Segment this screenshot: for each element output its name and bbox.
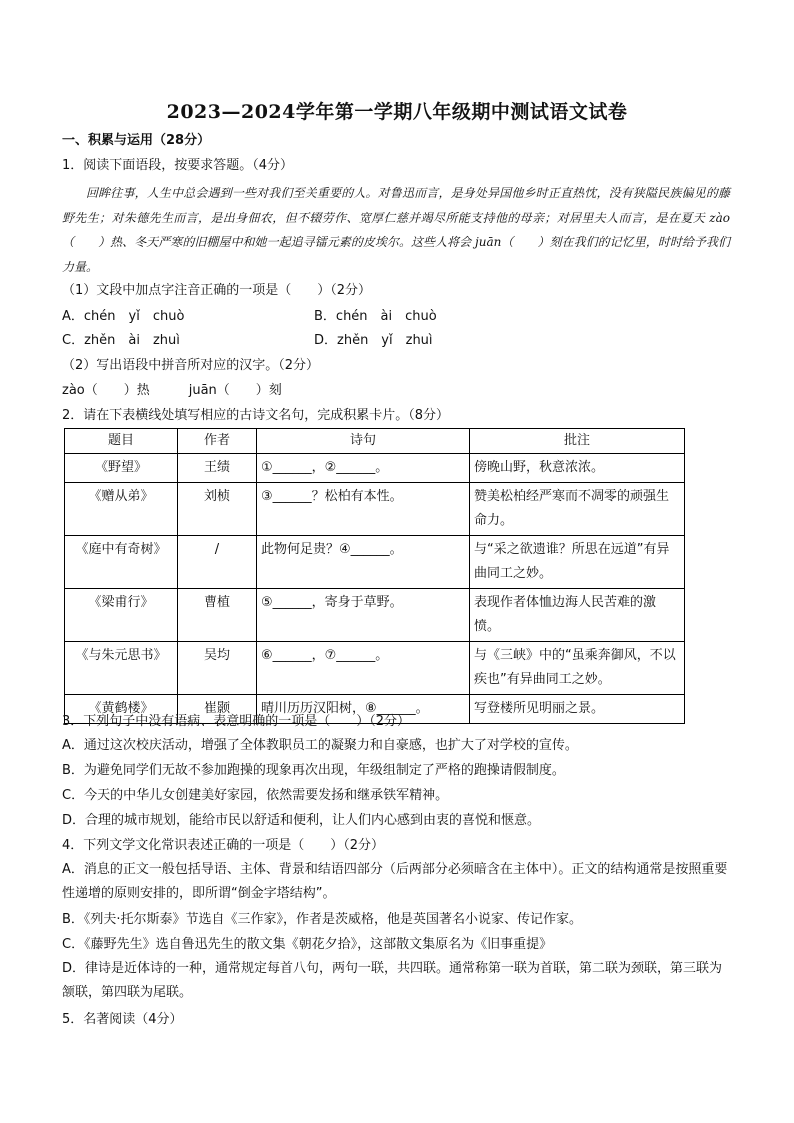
cell-verse[interactable]: ⑥______，⑦______。	[257, 642, 470, 695]
cell-author: /	[178, 536, 257, 589]
section-heading: 一、积累与运用（28分）	[62, 133, 211, 148]
table-row	[65, 589, 685, 642]
question-3-option-d: D．合理的城市规划，能给市民以舒适和便利，让人们内心感到由衷的喜悦和惬意。	[62, 813, 541, 828]
question-3-option-b: B．为避免同学们无故不参加跑操的现象再次出现，年级组制定了严格的跑操请假制度。	[62, 763, 565, 778]
poem-card-table	[64, 428, 685, 724]
question-1-sub1: （1）文段中加点字注音正确的一项是（ ）（2分）	[62, 283, 372, 298]
question-1-fill: zào（ ）热 juān（ ）刻	[62, 383, 282, 398]
table-row	[65, 642, 685, 695]
cell-verse[interactable]: ③______？松柏有本性。	[257, 483, 470, 536]
header-verse: 诗句	[257, 429, 470, 454]
cell-note: 与《三峡》中的“虽乘奔御风，不以疾也”有异曲同工之妙。	[470, 642, 685, 695]
question-1-stem: 1．阅读下面语段，按要求答题。（4分）	[62, 158, 294, 173]
table-row	[65, 536, 685, 589]
cell-author: 吴均	[178, 642, 257, 695]
question-4-option-d: D．律诗是近体诗的一种，通常规定每首八句，两句一联，共四联。通常称第一联为首联，第二联为颈联，第三联为颔联，第四联为尾联。	[62, 961, 723, 1000]
option-a: A．chén yǐ chuò	[62, 309, 185, 324]
cell-title: 《庭中有奇树》	[65, 536, 178, 589]
question-1-sub2: （2）写出语段中拼音所对应的汉字。（2分）	[62, 358, 320, 373]
cell-note: 与“采之欲遗谁？所思在远道”有异曲同工之妙。	[470, 536, 685, 589]
question-1-passage: 回眸往事，人生中总会遇到一些对我们至关重要的人。对鲁迅而言，是身处异国他乡时正直热忱，没有狭隘民族偏见的藤野先生；对朱德先生而言，是出身佃农，但不辍劳作、宽厚仁慈并竭尽所能支持他的母亲；对居里夫人而言，是在夏天 zào（ ）热、冬天严寒的旧棚屋中和她一起追寻镭元素的皮埃尔。这些人将会 juān（ ）刻在我们的记忆里，时时给予我们力量。	[62, 186, 730, 274]
question-5-stem: 5．名著阅读（4分）	[62, 1012, 183, 1027]
cell-verse[interactable]: 此物何足贵？④______。	[257, 536, 470, 589]
question-4-option-a: A．消息的正文一般包括导语、主体、背景和结语四部分（后两部分必须暗含在主体中）。正文的结构通常是按照重要性递增的原则安排的，即所谓“倒金字塔结构”。	[62, 862, 728, 901]
table-header-row	[65, 429, 685, 454]
cell-title: 《梁甫行》	[65, 589, 178, 642]
cell-note: 赞美松柏经严寒而不凋零的顽强生命力。	[470, 483, 685, 536]
exam-title: 2023—2024学年第一学期八年级期中测试语文试卷	[166, 101, 628, 123]
cell-verse[interactable]: 晴川历历汉阳树，⑧______。	[257, 695, 470, 724]
header-author: 作者	[178, 429, 257, 454]
question-4-option-b: B．《列夫·托尔斯泰》节选自《三作家》，作者是茨威格，他是英国著名小说家、传记作家。	[62, 912, 583, 927]
question-3-option-a: A．通过这次校庆活动，增强了全体教职员工的凝聚力和自豪感，也扩大了对学校的宣传。	[62, 738, 578, 753]
cell-author: 曹植	[178, 589, 257, 642]
question-3-option-c: C．今天的中华儿女创建美好家园，依然需要发扬和继承铁军精神。	[62, 788, 449, 803]
header-note: 批注	[470, 429, 685, 454]
cell-author: 崔颢	[178, 695, 257, 724]
option-c: C．zhěn ài zhuì	[62, 333, 180, 348]
option-d: D．zhěn yǐ zhuì	[314, 333, 433, 348]
cell-verse[interactable]: ⑤______，寄身于草野。	[257, 589, 470, 642]
question-4-option-c: C．《藤野先生》选自鲁迅先生的散文集《朝花夕拾》，这部散文集原名为《旧事重提》	[62, 937, 553, 952]
cell-note: 傍晚山野，秋意浓浓。	[470, 454, 685, 483]
cell-note: 写登楼所见明丽之景。	[470, 695, 685, 724]
table-row	[65, 454, 685, 483]
cell-author: 刘桢	[178, 483, 257, 536]
header-title: 题目	[65, 429, 178, 454]
question-3-stem: 3．下列句子中没有语病、表意明确的一项是（ ）（2分）	[62, 714, 411, 729]
question-4-stem: 4．下列文学文化常识表述正确的一项是（ ）（2分）	[62, 838, 385, 853]
table-row	[65, 483, 685, 536]
cell-author: 王绩	[178, 454, 257, 483]
option-b: B．chén ài chuò	[314, 309, 437, 324]
cell-title: 《赠从弟》	[65, 483, 178, 536]
cell-note: 表现作者体恤边海人民苦难的激愤。	[470, 589, 685, 642]
cell-title: 《黄鹤楼》	[65, 695, 178, 724]
cell-title: 《与朱元思书》	[65, 642, 178, 695]
question-2-stem: 2．请在下表横线处填写相应的古诗文名句，完成积累卡片。（8分）	[62, 408, 450, 423]
cell-title: 《野望》	[65, 454, 178, 483]
cell-verse[interactable]: ①______，②______。	[257, 454, 470, 483]
